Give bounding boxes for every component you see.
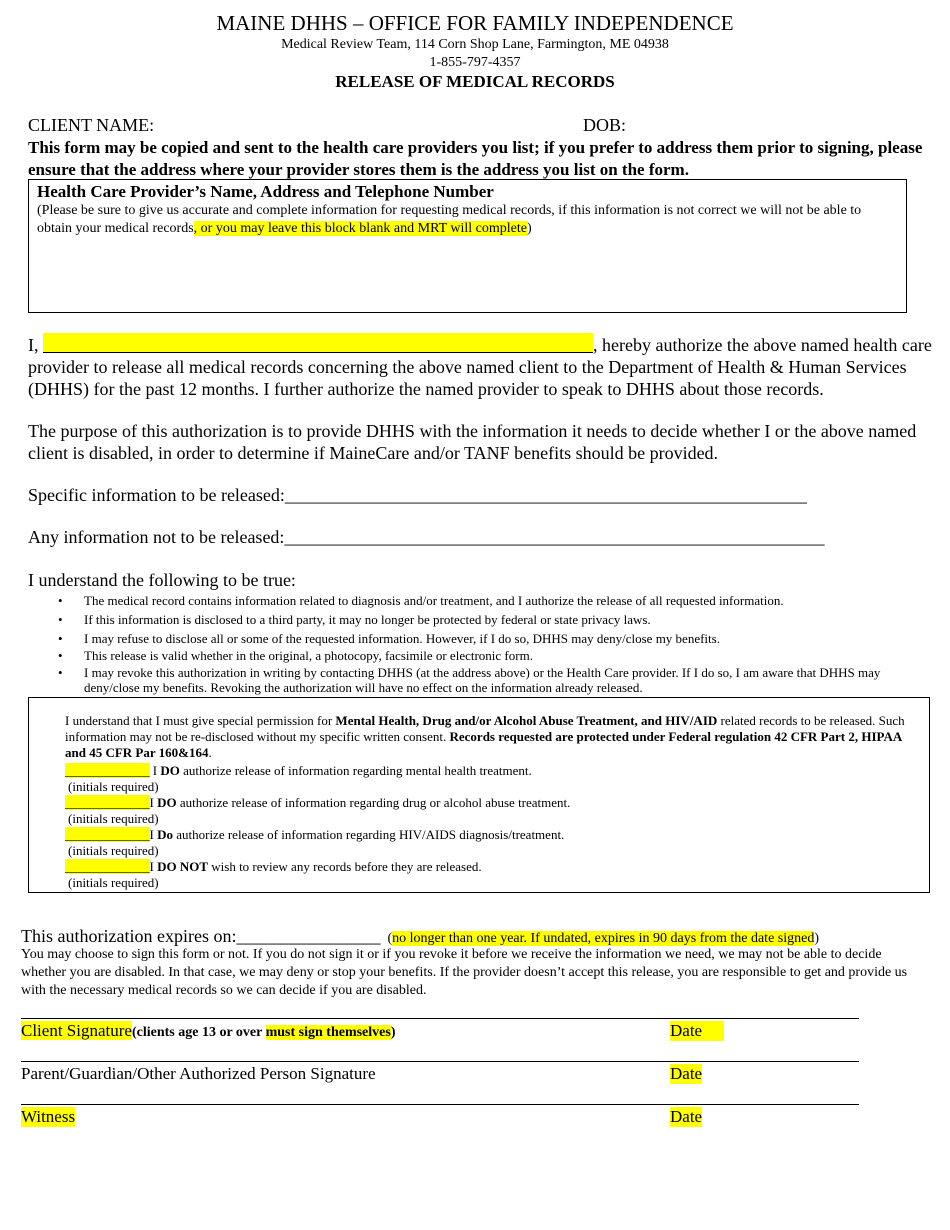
agency-address: Medical Review Team, 114 Corn Shop Lane, Farmington, ME 04938 xyxy=(281,37,669,52)
form-title: RELEASE OF MEDICAL RECORDS xyxy=(335,72,615,91)
client-signature-note: (clients age 13 or over must sign themselves) xyxy=(131,1025,396,1040)
witness-date-label: Date xyxy=(670,1107,703,1126)
client-signature-line[interactable] xyxy=(21,1018,859,1019)
parent-date-label: Date xyxy=(670,1064,703,1083)
understand-bullet xyxy=(28,648,920,665)
item-text: authorize release of information regarding HIV/AIDS diagnosis/treatment. xyxy=(172,827,565,842)
client-note-b: must sign themselves xyxy=(265,1025,391,1040)
expiration-date-field[interactable]: ________________ xyxy=(236,926,381,946)
review-records-initials-field[interactable]: _____________ xyxy=(65,859,150,874)
item-text: wish to review any records before they are released. xyxy=(208,859,482,874)
provider-box-title: Health Care Provider’s Name, Address and Telephone Number xyxy=(37,182,494,201)
authorization-paragraph xyxy=(28,333,933,400)
item-bold: DO xyxy=(157,795,177,810)
bullet-text: This release is valid whether in the original, a photocopy, facsimile or electronic form. xyxy=(84,648,533,663)
client-date-label xyxy=(670,1021,724,1041)
special-text-e: . xyxy=(208,745,212,760)
provider-info-box[interactable] xyxy=(28,179,907,313)
specific-info-label: Specific information to be released: xyxy=(28,485,285,505)
special-text-b: Mental Health, Drug and/or Alcohol Abuse Treatment, and HIV/AID xyxy=(335,713,718,728)
initials-required-note: (initials required) xyxy=(68,843,159,858)
purpose-paragraph: The purpose of this authorization is to provide DHHS with the information it needs to decide whether I or the above named client is disabled, in order to determine if MaineCare and/or TANF benefits should be provided. xyxy=(28,421,917,463)
provider-instructions-text: (Please be sure to give us accurate and complete information for requesting medical records, if this information is not correct we will not be able to obtain your medical records xyxy=(37,203,862,236)
drug-alcohol-initials-field[interactable]: _____________ xyxy=(65,795,150,810)
provider-instructions-end: ) xyxy=(526,221,532,236)
provider-box-instructions xyxy=(37,202,897,238)
agency-title: MAINE DHHS – OFFICE FOR FAMILY INDEPENDENCE xyxy=(216,11,734,35)
authorizer-name-field[interactable] xyxy=(43,333,593,353)
bullet-text: The medical record contains information related to diagnosis and/or treatment, and I authorize the release of all requested information. xyxy=(84,593,784,608)
item-text: authorize release of information regarding drug or alcohol abuse treatment. xyxy=(176,795,571,810)
dob-label: DOB: xyxy=(583,115,627,135)
copy-notice: This form may be copied and sent to the health care providers you list; if you prefer to address them prior to signing, please ensure that the address where your provider stores them is the address you list on the form. xyxy=(28,138,923,179)
special-text-a: I understand that I must give special permission for xyxy=(65,713,336,728)
expiration-label: This authorization expires on: xyxy=(21,926,237,946)
not-released-label: Any information not to be released: xyxy=(28,527,285,547)
understand-bullet xyxy=(28,631,920,648)
agency-phone: 1-855-797-4357 xyxy=(429,55,521,70)
understand-bullet xyxy=(28,612,920,631)
client-name-label: CLIENT NAME: xyxy=(28,115,155,135)
item-bold: DO NOT xyxy=(157,859,209,874)
bullet-icon: • xyxy=(58,665,63,680)
mental-health-initials-field[interactable]: _____________ xyxy=(65,763,150,778)
witness-signature-line[interactable] xyxy=(21,1104,859,1105)
special-item-review-records: _____________I DO NOT wish to review any records before they are released. (initials required) xyxy=(65,859,482,890)
initials-required-note: (initials required) xyxy=(68,875,159,890)
initials-required-note: (initials required) xyxy=(68,811,159,826)
bullet-text: I may refuse to disclose all or some of the requested information. However, if I do so, DHHS may deny/close my benefits. xyxy=(84,631,720,646)
client-signature-label-row xyxy=(21,1021,396,1041)
understand-heading: I understand the following to be true: xyxy=(28,570,296,590)
provider-instructions-highlight: , or you may leave this block blank and MRT will complete xyxy=(193,221,527,236)
client-note-a: clients age 13 or over xyxy=(136,1025,266,1040)
special-item-mental-health: _____________ I DO authorize release of information regarding mental health treatment. (initials required) xyxy=(65,763,532,794)
bullet-icon: • xyxy=(58,648,63,663)
special-text-c: related records to be released. Such information may not be re-disclosed without my specific written consent. xyxy=(65,713,905,744)
specific-info-row xyxy=(28,485,807,506)
item-text: authorize release of information regarding mental health treatment. xyxy=(179,763,532,778)
bullet-icon: • xyxy=(58,612,63,627)
client-signature-label: Client Signature xyxy=(21,1021,132,1040)
item-bold: DO xyxy=(160,763,180,778)
expiration-row xyxy=(21,926,819,947)
bullet-icon: • xyxy=(58,631,63,646)
special-item-drug-alcohol: _____________I DO authorize release of information regarding drug or alcohol abuse treatment. (initials required) xyxy=(65,795,571,826)
parent-signature-line[interactable] xyxy=(21,1061,859,1062)
bullet-text: I may revoke this authorization in writing by contacting DHHS (at the address above) or the Health Care provider. If I do so, I am aware that DHHS may deny/close my benefits. Revoking the authorization will have no effect on the information already released. xyxy=(84,665,881,695)
not-released-field[interactable]: ____________________________________________________________ xyxy=(284,527,825,547)
not-released-row xyxy=(28,527,824,548)
expiration-note-text: no longer than one year. If undated, expires in 90 days from the date signed xyxy=(392,931,815,946)
authorization-text: , hereby authorize the above named health care provider to release all medical records concerning the above named client to the Department of Health & Human Services (DHHS) for the past 12 months. I further authorize the named provider to speak to DHHS about those records. xyxy=(28,335,932,399)
authorization-prefix: I, xyxy=(28,335,43,355)
understand-list xyxy=(28,593,920,695)
special-permission-paragraph xyxy=(65,713,921,761)
initials-required-note: (initials required) xyxy=(68,779,159,794)
hiv-aids-initials-field[interactable]: _____________ xyxy=(65,827,150,842)
bullet-text: If this information is disclosed to a third party, it may no longer be protected by federal or state privacy laws. xyxy=(84,612,651,627)
signing-consequence-paragraph: You may choose to sign this form or not. If you do not sign it or if you revoke it before we receive the information we need, we may not be able to decide whether you are disabled. In that case, we may deny or stop your benefits. If the provider doesn’t accept this release, you are responsible to get and provide us with the necessary medical records so we can decide if you are disabled. xyxy=(21,947,908,998)
bullet-icon: • xyxy=(58,593,63,608)
specific-info-field[interactable]: __________________________________________________________ xyxy=(284,485,807,505)
understand-bullet xyxy=(28,593,920,612)
witness-label: Witness xyxy=(21,1107,76,1126)
understand-bullet xyxy=(28,665,920,695)
item-bold: Do xyxy=(157,827,173,842)
special-permission-box xyxy=(28,697,930,893)
parent-signature-label: Parent/Guardian/Other Authorized Person Signature xyxy=(21,1064,376,1083)
expiration-note: (no longer than one year. If undated, expires in 90 days from the date signed) xyxy=(387,931,820,946)
date-text: Date xyxy=(670,1021,703,1040)
special-item-hiv-aids: _____________I Do authorize release of information regarding HIV/AIDS diagnosis/treatment. (initials required) xyxy=(65,827,565,858)
special-text-d: Records requested are protected under Federal regulation 42 CFR Part 2, HIPAA and 45 CFR Par 160&164 xyxy=(65,729,902,760)
